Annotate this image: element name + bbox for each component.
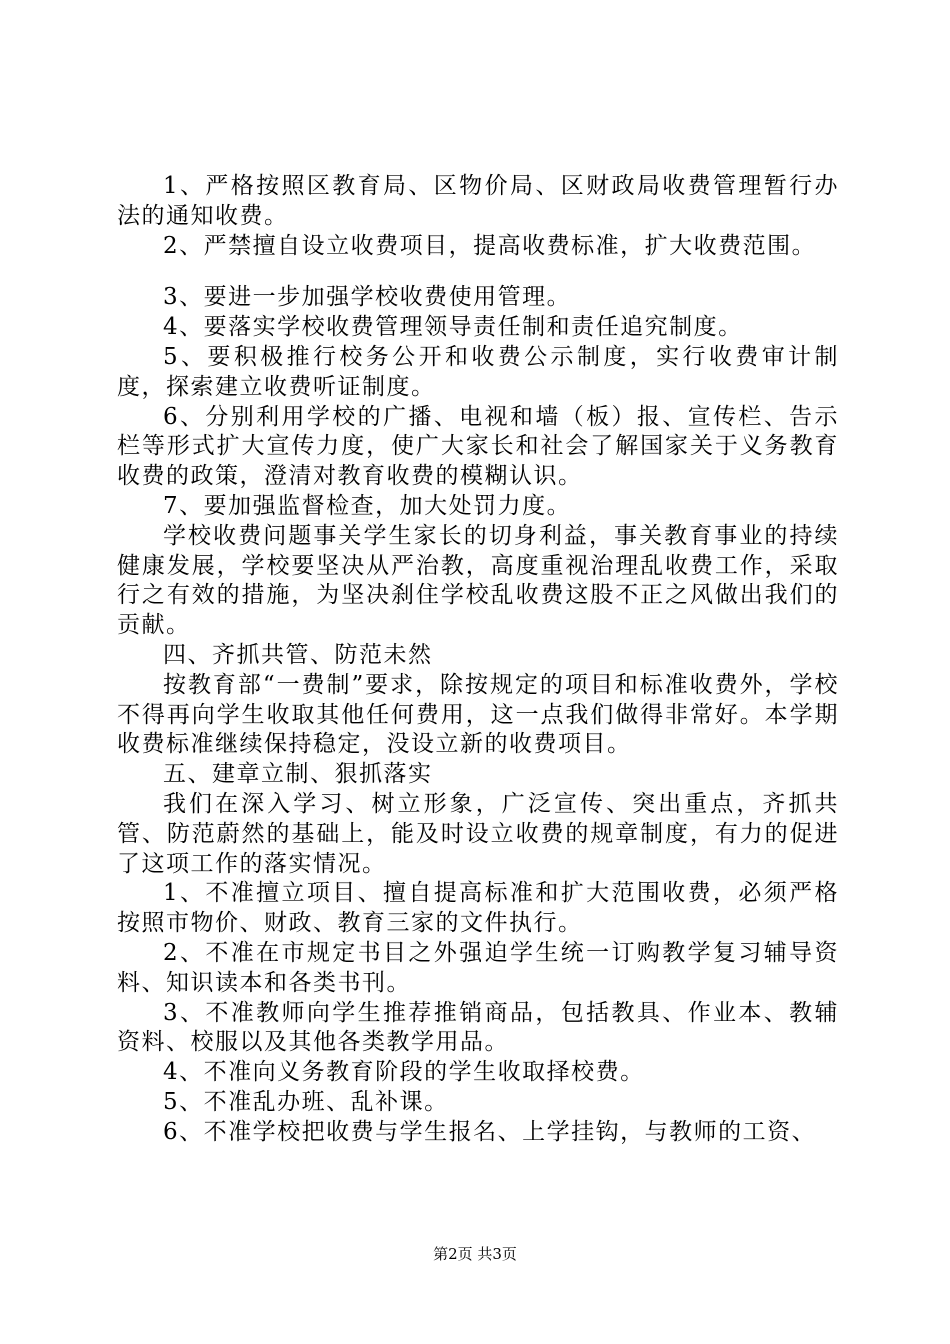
paragraph: 学校收费问题事关学生家长的切身利益，事关教育事业的持续健康发展，学校要坚决从严治教，高度重视治理乱收费工作，采取行之有效的措施，为坚决刹住学校乱收费这股不正之风做出我们的贡献。 (117, 522, 839, 639)
paragraph: 5、要积极推行校务公开和收费公示制度，实行收费审计制度，探索建立收费听证制度。 (117, 343, 839, 400)
section-heading: 四、齐抓共管、防范未然 (163, 641, 433, 668)
paragraph: 3、要进一步加强学校收费使用管理。 (163, 284, 572, 311)
blank-line (117, 261, 839, 283)
paragraph: 2、不准在市规定书目之外强迫学生统一订购教学复习辅导资料、知识读本和各类书刊。 (117, 939, 839, 996)
paragraph: 2、严禁擅自设立收费项目，提高收费标准，扩大收费范围。 (163, 232, 817, 259)
paragraph: 4、要落实学校收费管理领导责任制和责任追究制度。 (163, 314, 743, 341)
paragraph: 4、不准向义务教育阶段的学生收取择校费。 (163, 1059, 645, 1086)
paragraph: 6、不准学校把收费与学生报名、上学挂钩，与教师的工资、 (163, 1118, 817, 1145)
paragraph: 我们在深入学习、树立形象，广泛宣传、突出重点，齐抓共管、防范蔚然的基础上，能及时设立收费的规章制度，有力的促进了这项工作的落实情况。 (117, 790, 839, 877)
paragraph: 按教育部“一费制”要求，除按规定的项目和标准收费外，学校不得再向学生收取其他任何费用，这一点我们做得非常好。本学期收费标准继续保持稳定，没设立新的收费项目。 (117, 671, 839, 758)
paragraph: 7、要加强监督检查，加大处罚力度。 (163, 492, 572, 519)
section-heading: 五、建章立制、狠抓落实 (163, 761, 433, 788)
paragraph: 6、分别利用学校的广播、电视和墙（板）报、宣传栏、告示栏等形式扩大宣传力度，使广大家长和社会了解国家关于义务教育收费的政策，澄清对教育收费的模糊认识。 (117, 403, 839, 490)
page-number-footer: 第2页 共3页 (433, 1245, 517, 1263)
document-body (117, 172, 839, 1148)
paragraph: 5、不准乱办班、乱补课。 (163, 1088, 449, 1115)
paragraph: 1、严格按照区教育局、区物价局、区财政局收费管理暂行办法的通知收费。 (117, 173, 839, 229)
paragraph: 1、不准擅立项目、擅自提高标准和扩大范围收费，必须严格按照市物价、财政、教育三家的文件执行。 (117, 880, 839, 937)
paragraph: 3、不准教师向学生推荐推销商品，包括教具、作业本、教辅资料、校服以及其他各类教学用品。 (117, 999, 839, 1056)
